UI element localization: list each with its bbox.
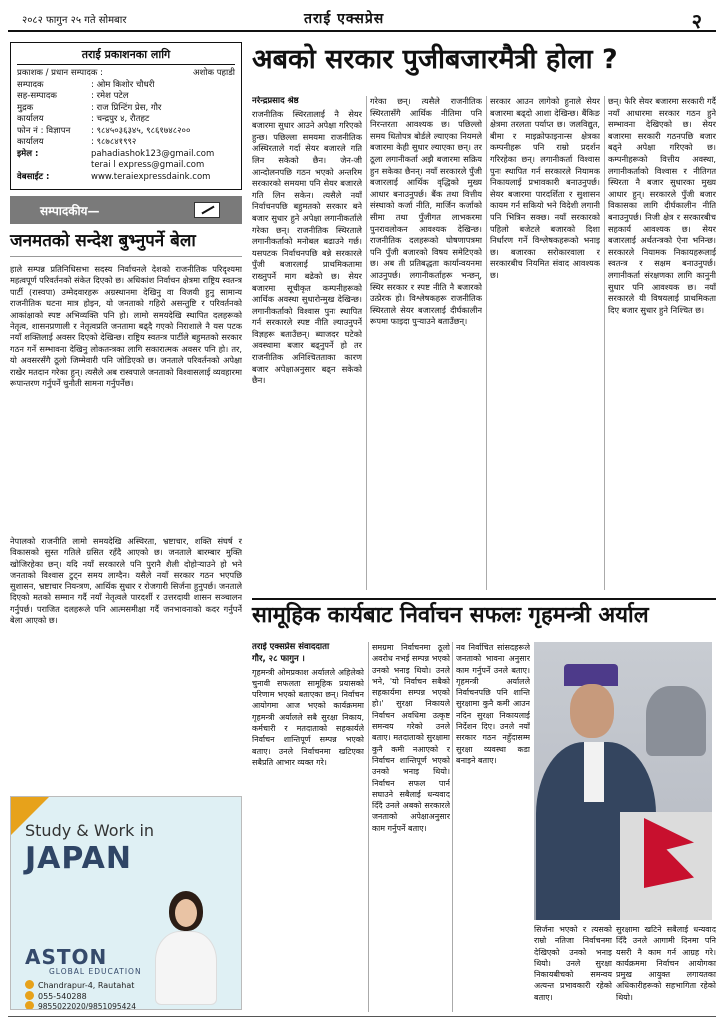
advertisement[interactable] bbox=[10, 796, 242, 1010]
publisher-row bbox=[17, 114, 235, 126]
article2-column: नव निर्वाचित सांसदहरूले जनताको भावना अनुसार काम गर्नुपर्ने उनले बताए। गृहमन्त्री अर्यालले निर्वाचनपछि पनि शान्ति सुरक्षामा कुनै कमी आउन नदिन सुरक्षा निकायलाई निर्देशन दिए। उनले नयाँ सरकार गठन नहुँदासम्म सुरक्षा व्यवस्था कडा बनाइने बताए। bbox=[456, 643, 530, 765]
row-value: : राज प्रिन्टिंग प्रेस, गौर bbox=[91, 102, 162, 113]
publisher-title: तराई प्रकाशनका लागि bbox=[17, 47, 235, 65]
bottom-divider bbox=[8, 1016, 716, 1017]
publisher-row bbox=[17, 91, 235, 103]
row-value: : ९८४५०३६३४५, ९८६१७४८२०० bbox=[91, 125, 191, 136]
row-value: : ९८७८४१९९२ bbox=[91, 137, 137, 147]
article1-column: गरेका छन्। त्यसैले राजनीतिक स्थिरतासँगै आर्थिक नीतिमा पनि निरन्तरता आवश्यक छ। पछिल्लो समय धितोपत्र बोर्डले ल्याएका नियमले बजारमा केही सुधार ल्याएका छन्। तर ठूला लगानीकर्ता अझै बजारमा सक्रिय हुन सकेका छैनन्। नयाँ सरकारले पुँजी बजारलाई आर्थिक वृद्धिको मुख्य आधार बनाउनुपर्छ। बैंक तथा वित्तीय संस्थाको कर्जा नीति, मार्जिन कर्जाको सीमा तथा पुँजीगत लाभकरमा पुनरावलोकन आवश्यक देखिन्छ। राजनीतिक दलहरूको घोषणापत्रमा पनि पुँजी बजारको विषय समेटिएको छ। अब ती प्रतिबद्धता कार्यान्वयनमा आउनुपर्छ। लगानीकर्ताहरू भन्छन्, स्थिर सरकार र स्पष्ट नीति नै बजारको उत्प्रेरक हो। विश्लेषकहरू राजनीतिक स्थिरताले सेयर बजारलाई दीर्घकालीन रूपमा फाइदा पुर्‍याउने बताउँछन्। bbox=[370, 96, 482, 327]
article2-text: गृहमन्त्री ओमप्रकाश अर्यालले अहिलेको चुनावी सफलता सामूहिक प्रयासको परिणाम भएको बताएका छन्। निर्वाचन आयोगमा आज भएको कार्यक्रममा गृहमन्त्री अर्यालले सबै सुरक्षा निकाय, कर्मचारी र मतदाताको सहकार्यले निर्वाचन शान्तिपूर्ण सम्पन्न भएको बताए। उनले निर्वाचनमा खटिएका सबैप्रति आभार व्यक्त गरे। bbox=[252, 667, 364, 767]
issue-date: २०८२ फागुन २५ गते सोमबार bbox=[22, 15, 127, 26]
body-shape bbox=[155, 931, 217, 1005]
article1-column bbox=[252, 96, 362, 590]
email-link[interactable]: terai l express@gmail.com bbox=[91, 160, 205, 170]
column-divider bbox=[486, 96, 487, 590]
article1-text: राजनीतिक स्थिरतालाई नै सेयर बजारमा सुधार आउने अपेक्षा गरिएको हुन्छ। पछिल्ला समयमा राजनीतिक अस्थिरताले गर्दा सेयर बजारले गति लिन सकेको छैन। जेन-जी आन्दोलनपछि गठन भएको अन्तरिम सरकारको समयमा पनि सेयर बजारले गति लिन सकेन। त्यसैले नयाँ निर्वाचनपछि बहुमतको सरकार बने बजार सुधार हुने अपेक्षा लगानीकर्ताले गरेका छन्। राजनीतिक स्थिरताले लगानीकर्ताको मनोबल बढाउने गर्छ। यसपटक निर्वाचनपछि बन्ने सरकारले पुँजी बजारलाई प्राथमिकतामा राख्नुपर्ने माग बढेको छ। सेयर बजारमा सूचीकृत कम्पनीहरूको आर्थिक अवस्था सुधारोन्मुख देखिन्छ। लगानीकर्ताको विश्वास पुनः स्थापित गर्न सरकारले स्पष्ट नीति ल्याउनुपर्ने विज्ञहरू बताउँछन्। ब्याजदर घटेको अवस्थामा बजार बढ्नुपर्ने हो तर राजनीतिक अनिश्चितताका कारण बजार अपेक्षाअनुसार बढ्न सकेको छैन। bbox=[252, 108, 362, 386]
ad-phone: 055-540288 bbox=[25, 991, 87, 1001]
row-value: : रमेश पटेल bbox=[91, 91, 129, 101]
row-label: सम्पादक bbox=[17, 79, 44, 90]
ad-tagline: Study & Work in bbox=[25, 821, 155, 840]
article2-column: समग्रमा निर्वाचनमा ठूलो अवरोध नभई सम्पन्न भएको उनको भनाइ थियो। उनले भने, 'यो निर्वाचन सबैको सहकार्यमा सम्पन्न भएको हो।' सुरक्षा निकायले निर्वाचन अवधिमा उत्कृष्ट समन्वय गरेको उनले बताए। मतदाताको सुरक्षामा कुनै कमी नआएको र निर्वाचन शान्तिपूर्ण भएको उनको भनाइ थियो। निर्वाचन सफल पार्न सघाउने सबैलाई धन्यवाद दिँदै उनले अबको सरकारले जनताको अपेक्षाअनुसार काम गर्नुपर्ने बताए। bbox=[372, 643, 450, 833]
row-label bbox=[17, 160, 91, 172]
article2-byline: तराई एक्सप्रेस संवाददाता bbox=[252, 642, 330, 652]
row-label: कार्यालय bbox=[17, 114, 44, 124]
row-value: : ओम किशोर चौधरी bbox=[91, 79, 155, 90]
row-label: प्रकाशक / प्रधान सम्पादक : bbox=[17, 68, 103, 78]
row-label: मुद्रक bbox=[17, 102, 34, 113]
editorial-band bbox=[10, 196, 242, 224]
website-link[interactable]: www.teraiexpressdaink.com bbox=[91, 171, 211, 182]
publisher-box bbox=[10, 42, 242, 190]
mobile-icon bbox=[25, 1001, 34, 1010]
column-divider bbox=[368, 642, 369, 1012]
article2-headline[interactable]: सामूहिक कार्यबाट निर्वाचन सफलः गृहमन्त्री अर्याल bbox=[252, 598, 716, 630]
editorial-body-continued: नेपालको राजनीति लामो समयदेखि अस्थिरता, भ्रष्टाचार, शक्ति संघर्ष र विकासको सुस्त गतिले ग्रसित रहँदै आएको छ। जनताले बारम्बार मुक्ति खोजिरहेका छन्। यदि नयाँ सरकारले पनि पुरानै शैली दोहोर्‍याउने हो भने जनताको विश्वास टुट्न समय लाग्दैन। यसैले नयाँ सरकार गठन भएपछि सुशासन, भ्रष्टाचार नियन्त्रण, आर्थिक सुधार र रोजगारी सिर्जना हुनुपर्छ। जनताले दिएको मतको सम्मान गर्दै नयाँ नेतृत्वले पारदर्शी र उत्तरदायी शासन सञ्चालन गर्नुपर्छ। पराजित दलहरूले पनि आत्मसमीक्षा गर्दै जनभावनाको कदर गर्नुपर्ने बेला आएको छ। bbox=[10, 536, 242, 626]
pen-icon bbox=[194, 202, 220, 218]
email-link[interactable]: pahadiashok123@gmail.com bbox=[91, 148, 215, 159]
collar-shape bbox=[584, 742, 604, 802]
ad-brand: ASTON bbox=[25, 945, 108, 969]
article1-byline: नरेन्द्रप्रसाद श्रेष्ठ bbox=[252, 96, 299, 106]
column-divider bbox=[452, 642, 453, 1012]
row-label: इमेल : bbox=[17, 148, 39, 159]
phone-icon bbox=[25, 991, 34, 1000]
ad-address: Chandrapur-4, Rautahat bbox=[25, 980, 134, 990]
publisher-row bbox=[17, 80, 235, 92]
editorial-label: सम्पादकीय— bbox=[40, 204, 100, 218]
publisher-row bbox=[17, 160, 235, 172]
location-icon bbox=[25, 980, 34, 989]
home-minister-photo bbox=[534, 642, 712, 920]
face-shape bbox=[175, 899, 197, 927]
column-divider bbox=[366, 96, 367, 590]
publisher-row bbox=[17, 126, 235, 138]
student-image bbox=[151, 885, 221, 1005]
article1-headline[interactable]: अबको सरकार पुजीबजारमैत्री होला ? bbox=[252, 44, 618, 75]
background-figure bbox=[646, 686, 706, 756]
row-value: : चन्द्रपुर ४, रौतहट bbox=[91, 114, 150, 124]
article1-column: छन्। फेरि सेयर बजारमा सरकारी गर्दै नयाँ आधारमा सरकार गठन हुने सम्भावना देखिएको छ। सेयर बजारमा सरकारी गठनपछि बजार बढ्ने अपेक्षा गरिएको छ। कम्पनीहरूको वित्तीय अवस्था, लगानीकर्ताको विश्वास र नीतिगत स्थिरता नै बजार सुधारका मुख्य आधार हुन्। सरकारले पुँजी बजार विकासका लागि दीर्घकालीन नीति बनाउनुपर्छ। निजी क्षेत्र र सरकारबीच सहकार्य आवश्यक छ। सेयर बजारलाई अर्थतन्त्रको ऐना भनिन्छ। सरकारले नियामक निकायहरूलाई स्वतन्त्र र सक्षम बनाउनुपर्छ। लगानीकर्ता संरक्षणका लागि कानुनी सुधार पनि आवश्यक छ। नयाँ सरकारले यी विषयलाई प्राथमिकता दिए बजार सुधार हुने निश्चित छ। bbox=[608, 96, 716, 315]
publisher-row bbox=[17, 103, 235, 115]
ad-country: JAPAN bbox=[25, 841, 132, 876]
publisher-row bbox=[17, 137, 235, 149]
article2-continued-right: सुरक्षामा खटिने सबैलाई धन्यवाद दिँदै उनले आगामी दिनमा पनि यसरी नै काम गर्न आग्रह गरे। कार्यक्रममा निर्वाचन आयोगका प्रमुख आयुक्त लगायतका अधिकारीहरूको सहभागिता रहेको थियो। bbox=[616, 925, 716, 1002]
row-value: अशोक पहाडी bbox=[193, 68, 235, 78]
newspaper-title: तराई एक्सप्रेस bbox=[304, 11, 385, 27]
editorial-body: हाले सम्पन्न प्रतिनिधिसभा सदस्य निर्वाचनले देशको राजनीतिक परिदृश्यमा महत्वपूर्ण परिवर्तनको संकेत दिएको छ। अधिकांश निर्वाचन क्षेत्रमा राष्ट्रिय स्वतन्त्र पार्टी (रास्वपा) उम्मेदवारहरू अग्रस्थानमा देखिनु वा विजयी हुनु सामान्य राजनीतिक घटना मात्र होइन, यो जनताको गहिरो असन्तुष्टि र परिवर्तनको आकांक्षाको स्पष्ट अभिव्यक्ति पनि हो। लामो समयदेखि स्थापित दलहरूको नेतृत्व, शासनप्रणाली र नेतृत्वप्रति जनतामा बढ्दै गएको निराशाले नै यस पटक नयाँ शक्तिलाई अवसर दिएको देखिन्छ। राष्ट्रिय स्वतन्त्र पार्टीले बहुमतको सरकार गठन गर्ने सम्भावना देखिनु लोकतन्त्रका लागि सकारात्मक अवसर पनि हो। तर, यो अवसरसँगै ठूलो जिम्मेवारी पनि जोडिएको छ। जनताले परिवर्तनको अपेक्षा राखेर मतदान गरेका हुन्। त्यसैले अब रास्वपाले जनताको विश्वासलाई व्यवहारमा रूपान्तरण गर्नुपर्ने चुनौती सामना गर्नुपर्नेछ। bbox=[10, 264, 242, 389]
row-label: वेबसाईट : bbox=[17, 171, 50, 182]
page-number: २ bbox=[691, 9, 702, 33]
article1-column: सरकार आउन लागेको हुनाले सेयर बजारमा बढ्दो आशा देखिन्छ। बैंकिङ क्षेत्रमा तरलता पर्याप्त छ। जलविद्युत, बीमा र माइक्रोफाइनान्स क्षेत्रका कम्पनीहरू पनि राम्रो प्रदर्शन गरिरहेका छन्। लगानीकर्ता विश्वास पुनः स्थापित गर्न सरकारले नियामक निकायलाई प्रभावकारी बनाउनुपर्छ। सेयर बजारमा पारदर्शिता र सुशासन कायम गर्न सकियो भने विदेशी लगानी पनि भित्रिन सक्छ। नयाँ सरकारको पहिलो बजेटले बजारको दिशा निर्धारण गर्ने विश्लेषकहरूको भनाइ छ। बजारका सरोकारवाला र सरकारबीच नियमित संवाद आवश्यक छ। bbox=[490, 96, 600, 280]
cap-shape bbox=[564, 664, 618, 686]
article2-column bbox=[252, 642, 364, 1012]
article2-dateline: गौर, २८ फागुन । bbox=[252, 654, 305, 665]
row-label: फोन नं : विज्ञापन bbox=[17, 125, 71, 136]
newspaper-page bbox=[8, 6, 716, 1018]
row-label: सह-सम्पादक bbox=[17, 91, 57, 101]
masthead bbox=[8, 6, 716, 32]
publisher-row bbox=[17, 149, 235, 161]
row-label: कार्यालय bbox=[17, 137, 44, 147]
face-shape bbox=[570, 684, 614, 738]
ad-mobile: 9855022020/9851095424 bbox=[25, 1001, 136, 1010]
column-divider bbox=[604, 96, 605, 590]
article2-continued: सिर्जना भएको र त्यसको राम्रो नतिजा निर्वाचनमा देखिएको उनको भनाइ थियो। उनले सुरक्षा निकायबीचको समन्वय अत्यन्त प्रभावकारी रहेको बताए। bbox=[534, 925, 612, 1002]
ad-brand-sub: GLOBAL EDUCATION bbox=[49, 967, 142, 976]
publisher-row bbox=[17, 172, 235, 184]
editorial-headline: जनमतको सन्देश बुभ्नुपर्ने बेला bbox=[10, 230, 242, 257]
publisher-row bbox=[17, 68, 235, 80]
